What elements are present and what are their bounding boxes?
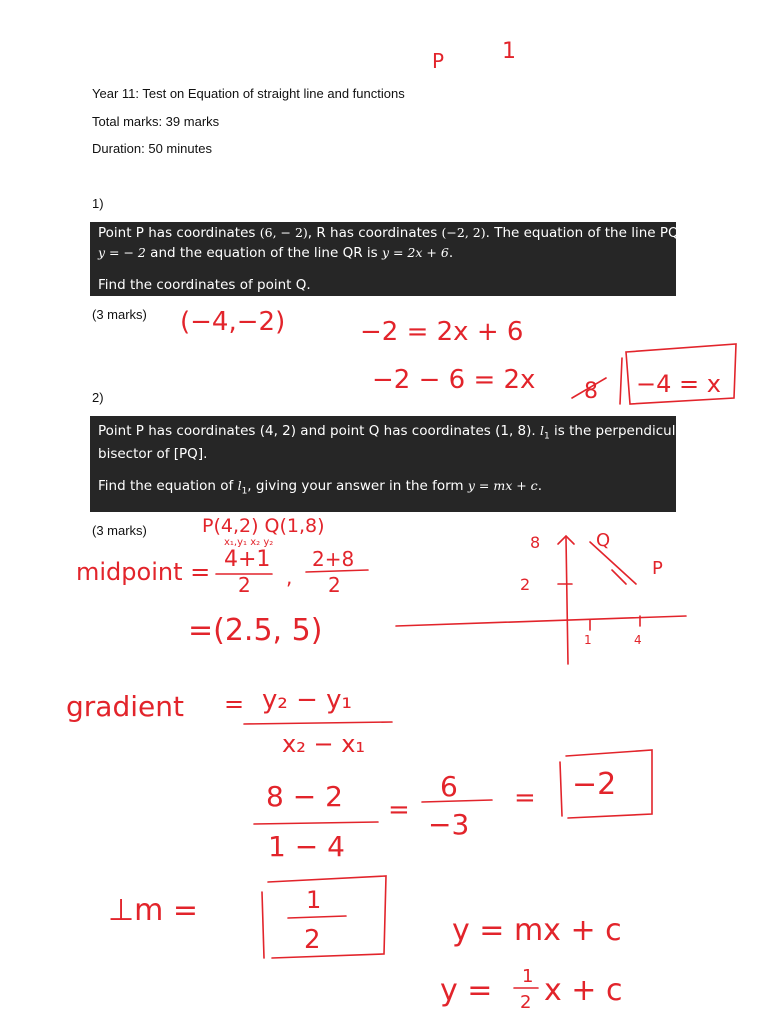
q1-point-r: (−2, 2) [441,225,486,240]
hw-perp-fraction-bar [288,916,346,918]
hw-graph-ticks-x [590,616,640,630]
hw-graph-y2: 2 [520,575,531,594]
duration: Duration: 50 minutes [92,141,212,156]
hw-gradient-bar [244,722,392,724]
hw-q1-step1: −2 = 2x + 6 [360,317,524,347]
hw-q1-result: −4 = x [636,370,721,398]
hw-q1-result-bar [620,358,622,404]
question-1-line-2 [98,245,453,261]
hw-form-2-num: 1 [522,966,534,987]
hw-graph-p: P [652,558,663,579]
q1-text-b: , R has coordinates [307,225,442,241]
hw-top-1: 1 [502,39,516,64]
question-1-box [90,222,694,296]
q2-text-d: , giving your answer in the form [247,478,468,494]
hw-mid-fraction-bar2 [306,570,368,572]
hw-calc-den: 1 − 4 [268,830,345,863]
question-2-number: 2) [92,390,104,405]
question-2-line-2: bisector of [PQ]. [98,446,208,462]
question-2-box [90,416,690,512]
q1-equation-qr: y = 2x + 6 [381,245,449,260]
hw-q2-points: P(4,2) Q(1,8) [202,515,325,537]
q2-text-dot: . [537,478,542,494]
hw-calc-bar [254,822,378,824]
hw-gradient-eq: = [224,690,245,718]
hw-mid-num2: 2+8 [312,547,355,571]
question-2-marks: (3 marks) [92,523,147,538]
question-1-line-1 [98,225,694,241]
hw-calc-eq2: = [514,783,536,813]
hw-q1-strikethrough [572,378,606,398]
hw-form-2-den: 2 [520,992,532,1013]
q2-text-b: is the perpendicular [549,423,690,439]
hw-graph-y-axis [566,538,568,664]
q2-line-subscript-2: 1 [241,486,248,497]
q2-line-symbol: l [540,423,544,438]
hw-q1-answer: (−4,−2) [180,307,286,337]
hw-calc-den2: −3 [428,808,470,841]
hw-q1-step2: −2 − 6 = 2x [372,365,536,395]
hw-gradient-result-box [566,750,652,818]
hw-mid-num1: 4+1 [224,547,271,572]
q1-point-p: (6, − 2) [259,225,308,240]
hw-midpoint-label: midpoint = [76,558,211,586]
hw-gradient-result-bar [560,762,562,816]
hw-calc-num: 8 − 2 [266,780,343,813]
q2-text-a: Point P has coordinates (4, 2) and point Q has coordinates (1, 8). [98,423,540,439]
hw-graph-x-axis [396,616,686,626]
hw-perp-bar-left [262,892,264,958]
q2-text-c: Find the equation of [98,478,238,494]
question-1-number: 1) [92,196,104,211]
hw-form-2a: y = [440,973,493,1008]
hw-mid-result: =(2.5, 5) [188,613,323,648]
hw-q1-result-box [626,344,736,404]
hw-perp-box [268,876,386,958]
q2-form-equation: y = mx + c [467,478,538,493]
q1-text-c: . The equation of the line PQ is [485,225,694,241]
hw-graph-sketch [396,530,686,664]
hw-graph-bisector [612,570,626,584]
hw-gradient-label: gradient [66,690,184,723]
hw-graph-y8: 8 [530,533,541,552]
q2-line-symbol-2: l [237,478,242,493]
hw-gradient-num: y₂ − y₁ [262,685,352,715]
total-marks: Total marks: 39 marks [92,114,220,129]
test-title: Year 11: Test on Equation of straight line and functions [92,86,405,101]
hw-graph-x1: 1 [584,633,592,647]
hw-calc-bar2 [422,800,492,802]
q1-text-dot: . [448,245,454,261]
hw-perp-num: 1 [306,886,322,914]
hw-top-p: P [432,49,445,73]
q1-text-a: Point P has coordinates [98,225,260,241]
question-2-line-3 [98,478,542,497]
hw-gradient-den: x₂ − x₁ [282,730,366,758]
hw-mid-den2: 2 [328,573,341,597]
question-1-find: Find the coordinates of point Q. [98,277,311,293]
hw-q1-strike-8: 8 [584,379,598,404]
hw-calc-eq1: = [388,795,410,825]
hw-graph-y-arrow [558,536,574,544]
hw-perp-den: 2 [304,925,321,955]
hw-graph-q: Q [596,530,611,551]
hw-form-2b: x + c [544,973,623,1008]
q1-text-d: and the equation of the line QR is [145,245,382,261]
q2-line-subscript: 1 [544,431,550,442]
hw-mid-comma: , [286,565,293,589]
hw-q2-sub-labels: x₁,y₁ x₂ y₂ [224,537,274,548]
question-2-line-1 [98,423,689,442]
hw-perp-label: ⊥m = [108,893,199,928]
q1-equation-pq: y = − 2 [98,245,146,260]
hw-gradient-result: −2 [572,767,617,802]
question-1-marks: (3 marks) [92,307,147,322]
hw-calc-num2: 6 [440,770,458,803]
hw-mid-den1: 2 [238,573,251,597]
hw-form-1: y = mx + c [452,913,622,948]
hw-graph-segment [590,542,636,584]
hw-graph-x4: 4 [634,633,642,647]
